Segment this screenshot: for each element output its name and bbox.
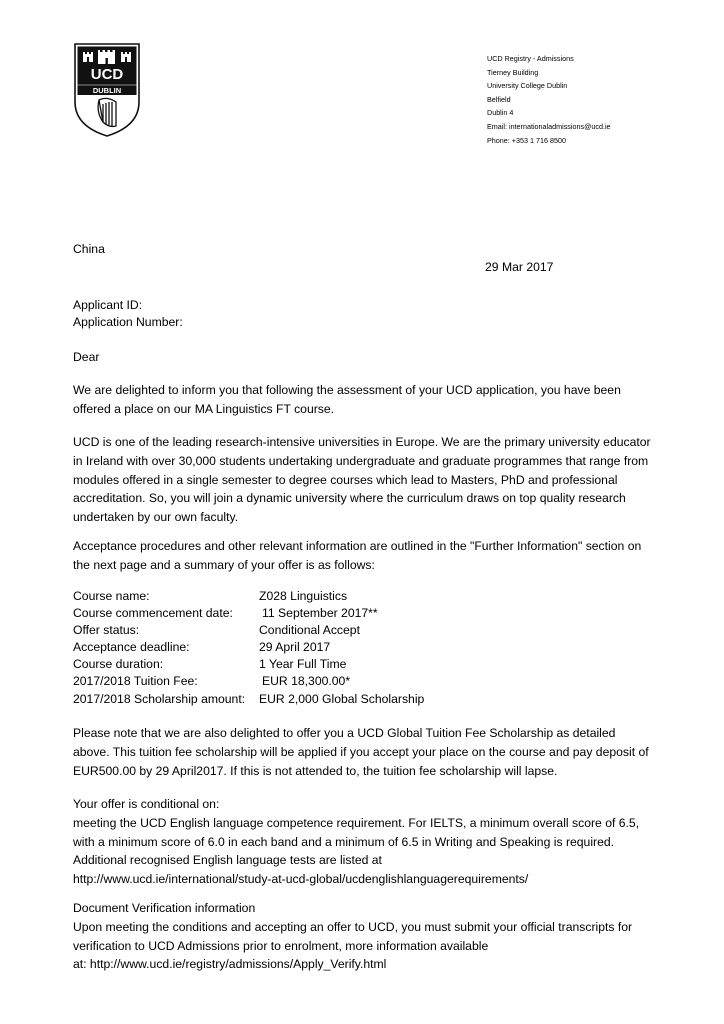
paragraph-line: modules offered in a single semester to degree courses which lead to Masters, PhD and professional bbox=[73, 472, 618, 487]
intro-paragraph bbox=[73, 381, 663, 419]
paragraph-line: We are delighted to inform you that following the assessment of your UCD application, you have been bbox=[73, 383, 621, 397]
address-line: Belfield bbox=[487, 94, 511, 104]
summary-value: 29 April 2017 bbox=[259, 640, 331, 655]
summary-value: 11 September 2017** bbox=[262, 606, 378, 621]
address-phone: Phone: +353 1 716 8500 bbox=[487, 135, 566, 145]
paragraph-line: undertaken by our own faculty. bbox=[73, 510, 239, 525]
verification-url: at: http://www.ucd.ie/registry/admissions/Apply_Verify.html bbox=[73, 957, 387, 972]
paragraph-line: Please note that we are also delighted to offer you a UCD Global Tuition Fee Scholarship as detailed bbox=[73, 726, 616, 740]
summary-value: EUR 2,000 Global Scholarship bbox=[259, 691, 425, 706]
address-line: University College Dublin bbox=[487, 81, 568, 91]
paragraph-line: above. This tuition fee scholarship will be applied if you accept your place on the course and pay deposit of bbox=[73, 744, 649, 759]
salutation: Dear bbox=[73, 350, 100, 364]
english-requirements-url: http://www.ucd.ie/international/study-at-ucd-global/ucdenglishlanguagerequirements/ bbox=[73, 872, 529, 887]
paragraph-line: Upon meeting the conditions and accepting an offer to UCD, you must submit your official transcripts for bbox=[73, 919, 633, 934]
paragraph-line: in Ireland with over 30,000 students undertaking undergraduate and graduate programmes that range from bbox=[73, 453, 649, 468]
paragraph-line: with a minimum score of 6.0 in each band and a minimum of 6.5 in Writing and Speaking is required. bbox=[73, 834, 615, 849]
paragraph-line: UCD is one of the leading research-intensive universities in Europe. We are the primary university educator bbox=[73, 435, 651, 449]
paragraph-line: the next page and a summary of your offer is as follows: bbox=[73, 557, 375, 572]
summary-label: Course duration: bbox=[73, 657, 164, 672]
summary-label: Acceptance deadline: bbox=[73, 640, 190, 655]
applicant-id-label: Applicant ID: bbox=[73, 298, 143, 312]
summary-label: 2017/2018 Scholarship amount: bbox=[73, 691, 246, 706]
paragraph-line: accreditation. So, you will join a dynamic university where the curriculum draws on top quality research bbox=[73, 491, 626, 506]
address-line: UCD Registry - Admissions bbox=[487, 54, 574, 63]
scholarship-paragraph bbox=[73, 724, 663, 780]
address-email: Email: internationaladmissions@ucd.ie bbox=[487, 121, 611, 131]
summary-label: 2017/2018 Tuition Fee: bbox=[73, 674, 198, 689]
summary-label: Course commencement date: bbox=[73, 606, 233, 621]
recipient-country: China bbox=[73, 242, 105, 256]
paragraph-line: EUR500.00 by 29 April2017. If this is not attended to, the tuition fee scholarship will lapse. bbox=[73, 763, 558, 778]
address-line: Tierney Building bbox=[487, 67, 539, 77]
summary-value: Z028 Linguistics bbox=[259, 589, 348, 603]
summary-value: 1 Year Full Time bbox=[259, 657, 347, 672]
paragraph-line: Acceptance procedures and other relevant information are outlined in the "Further Information" section on bbox=[73, 539, 642, 553]
paragraph-line: meeting the UCD English language competence requirement. For IELTS, a minimum overall score of 6.5, bbox=[73, 815, 640, 830]
summary-label: Course name: bbox=[73, 589, 150, 603]
verification-paragraph bbox=[73, 899, 663, 974]
summary-value: EUR 18,300.00* bbox=[262, 674, 351, 689]
logo-text-ucd: UCD bbox=[90, 66, 124, 83]
paragraph-line: offered a place on our MA Linguistics FT course. bbox=[73, 401, 335, 416]
about-ucd-paragraph bbox=[73, 433, 663, 527]
procedures-paragraph bbox=[73, 537, 663, 575]
letter-date: 29 Mar 2017 bbox=[485, 260, 554, 274]
paragraph-line: Your offer is conditional on: bbox=[73, 797, 220, 811]
summary-label: Offer status: bbox=[73, 623, 140, 638]
paragraph-line: verification to UCD Admissions prior to enrolment, more information available bbox=[73, 938, 489, 953]
address-line: Dublin 4 bbox=[487, 108, 514, 118]
section-heading: Document Verification information bbox=[73, 901, 256, 915]
ucd-logo bbox=[73, 42, 141, 138]
logo-text-dublin: DUBLIN bbox=[92, 86, 122, 95]
conditions-paragraph bbox=[73, 795, 663, 889]
application-number-label: Application Number: bbox=[73, 315, 183, 329]
paragraph-line: Additional recognised English language tests are listed at bbox=[73, 853, 382, 868]
summary-value: Conditional Accept bbox=[259, 623, 360, 638]
registry-address bbox=[487, 52, 611, 147]
